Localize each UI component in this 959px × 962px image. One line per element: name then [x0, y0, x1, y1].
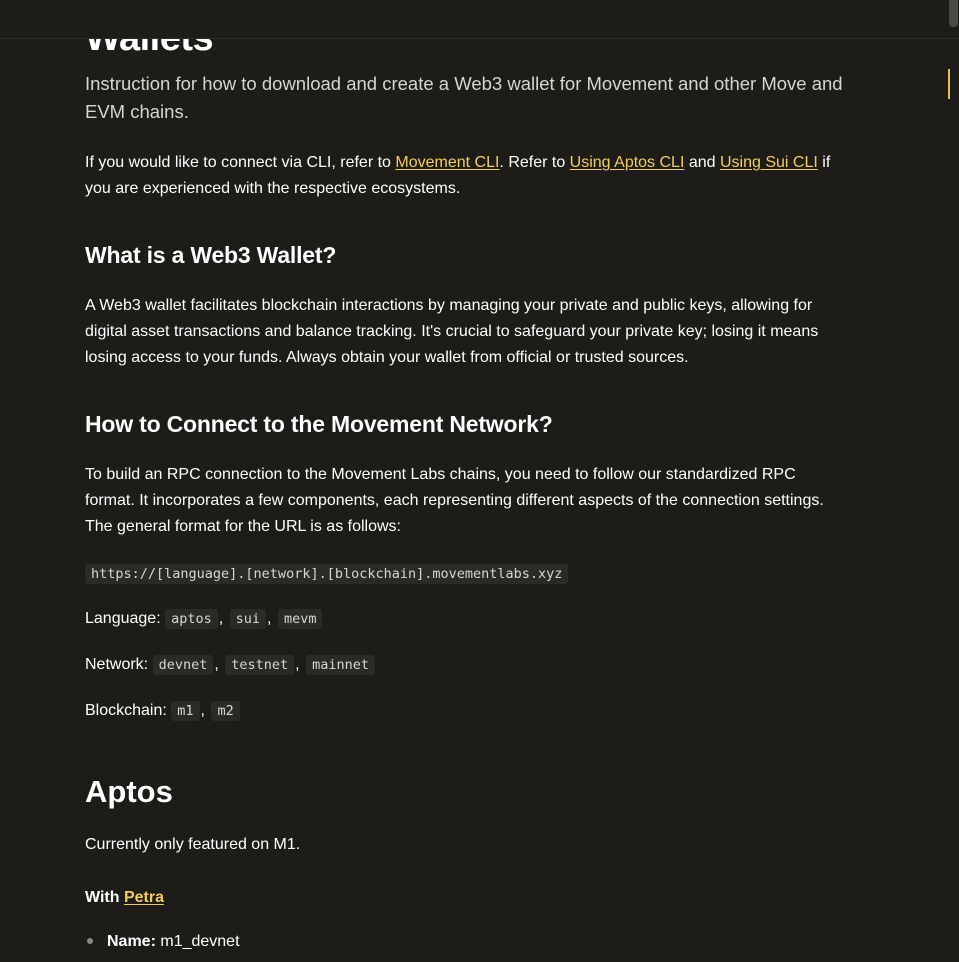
intro-text-2: . Refer to	[499, 154, 570, 171]
blockchain-row	[85, 698, 240, 724]
heading-what-is-web3-wallet: What is a Web3 Wallet?	[85, 242, 337, 268]
list-item-value: m1_devnet	[160, 933, 240, 950]
language-row	[85, 606, 322, 632]
bullet-icon	[87, 938, 93, 944]
intro-text-4: if you are experienced with the respective ecosystems.	[85, 154, 831, 197]
connect-paragraph: To build an RPC connection to the Movement Labs chains, you need to follow our standardized RPC format. It incorporates a few components, each representing different aspects of the connection settings. The general format for the URL is as follows:	[85, 466, 824, 535]
network-value: mainnet	[306, 655, 375, 675]
network-label: Network:	[85, 656, 149, 673]
separator: ,	[218, 610, 224, 627]
network-value: devnet	[153, 655, 214, 675]
intro-text-1: If you would like to connect via CLI, refer to	[85, 154, 396, 171]
language-label: Language:	[85, 610, 161, 627]
blockchain-value: m1	[171, 701, 199, 721]
toc-active-indicator	[948, 69, 950, 99]
page-lead: Instruction for how to download and create a Web3 wallet for Movement and other Move and EVM chains.	[85, 73, 843, 122]
heading-aptos: Aptos	[85, 774, 173, 809]
blockchain-label: Blockchain:	[85, 702, 167, 719]
with-prefix: With	[85, 889, 124, 906]
petra-link[interactable]: Petra	[123, 889, 164, 906]
heading-with-petra	[85, 885, 164, 911]
language-value: mevm	[278, 609, 323, 629]
url-format-code: https://[language].[network].[blockchain].movementlabs.xyz	[85, 564, 568, 584]
aptos-settings-list	[85, 929, 240, 955]
language-value: aptos	[165, 609, 218, 629]
blockchain-value: m2	[211, 701, 239, 721]
top-navigation-bar	[0, 0, 959, 39]
intro-paragraph	[85, 150, 845, 202]
list-item	[85, 929, 240, 955]
aptos-note: Currently only featured on M1.	[85, 836, 301, 853]
using-aptos-cli-link[interactable]: Using Aptos CLI	[569, 154, 685, 171]
language-value: sui	[230, 609, 266, 629]
using-sui-cli-link[interactable]: Using Sui CLI	[720, 154, 818, 171]
scrollbar-thumb[interactable]	[949, 0, 958, 27]
intro-text-3: and	[684, 154, 720, 171]
separator: ,	[214, 656, 219, 673]
movement-cli-link[interactable]: Movement CLI	[395, 154, 500, 171]
url-format-row	[85, 561, 568, 587]
what-is-paragraph: A Web3 wallet facilitates blockchain interactions by managing your private and public keys, allowing for digital asset transactions and balance tracking. It's crucial to safeguard your private key; losing it means losing access to your funds. Always obtain your wallet from official or trusted sources.	[85, 297, 819, 366]
separator: ,	[295, 656, 300, 673]
network-value: testnet	[225, 655, 294, 675]
network-row	[85, 652, 375, 678]
separator: ,	[200, 702, 205, 719]
heading-how-to-connect: How to Connect to the Movement Network?	[85, 411, 553, 437]
list-item-key: Name:	[107, 933, 156, 950]
separator: ,	[267, 610, 272, 627]
